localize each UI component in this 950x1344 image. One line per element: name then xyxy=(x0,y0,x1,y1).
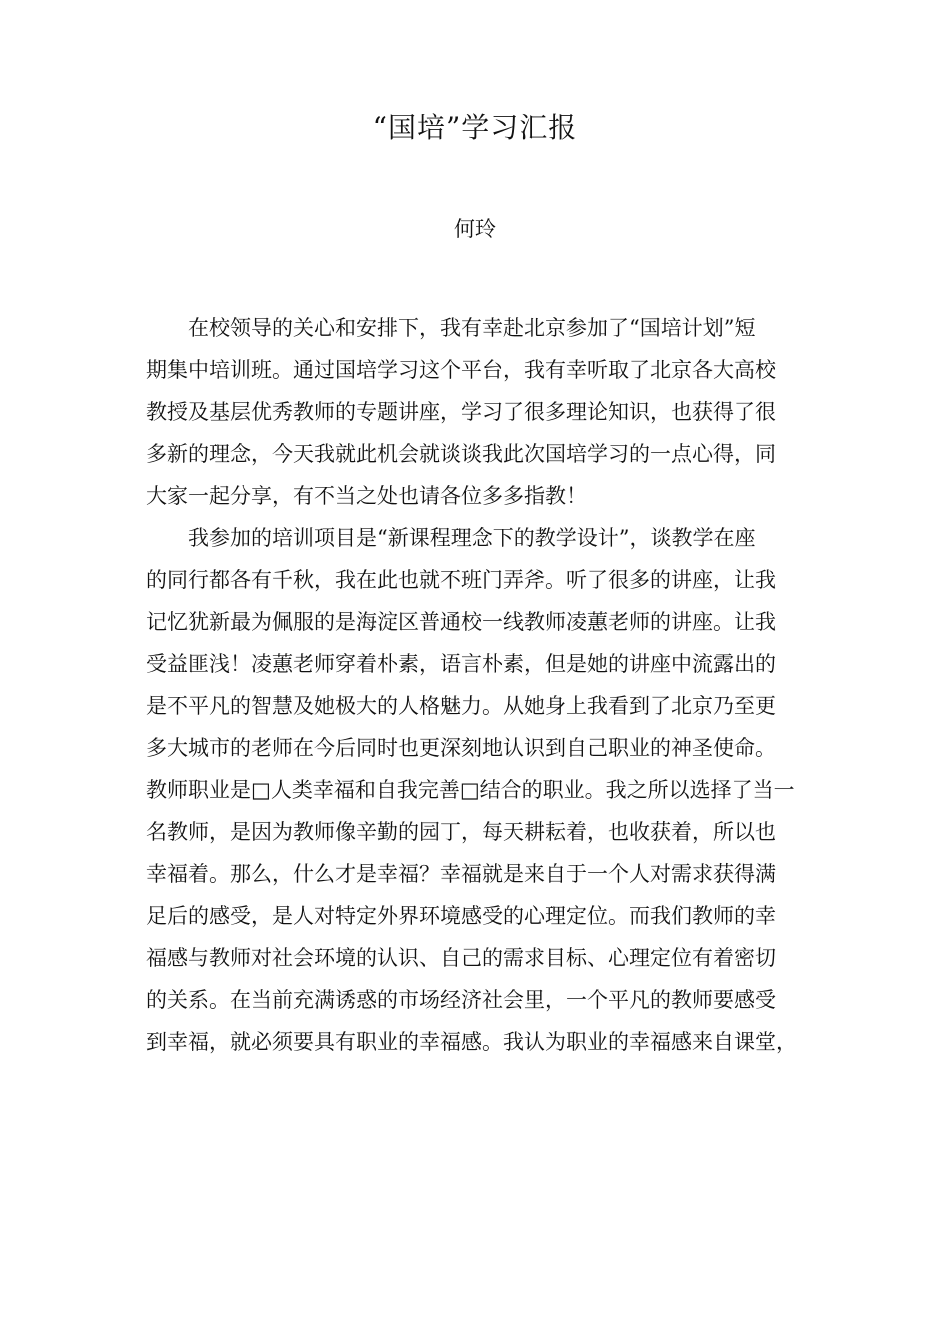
text-line: 名教师，是因为教师像辛勤的园丁，每天耕耘着，也收获着，所以也 xyxy=(146,820,776,844)
text-line: 大家一起分享，有不当之处也请各位多多指教！ xyxy=(146,484,587,508)
paragraph-1 xyxy=(146,307,810,517)
text-line: 记忆犹新最为佩服的是海淀区普通校一线教师凌蕙老师的讲座。让我 xyxy=(146,610,776,634)
text-line: 幸福着。那么，什么才是幸福？幸福就是来自于一个人对需求获得满 xyxy=(146,862,776,886)
text-line: 期集中培训班。通过国培学习这个平台，我有幸听取了北京各大高校 xyxy=(146,358,776,382)
text-line: 福感与教师对社会环境的认识、自己的需求目标、心理定位有着密切 xyxy=(146,946,776,970)
text-line: 教授及基层优秀教师的专题讲座，学习了很多理论知识，也获得了很 xyxy=(146,400,776,424)
document-body xyxy=(146,307,810,1063)
text-line: 到幸福，就必须要具有职业的幸福感。我认为职业的幸福感来自课堂， xyxy=(146,1030,797,1054)
text-line: 教师职业是□人类幸福和自我完善□结合的职业。我之所以选择了当一 xyxy=(146,778,795,802)
text-line: 的同行都各有千秋，我在此也就不班门弄斧。听了很多的讲座，让我 xyxy=(146,568,776,592)
paragraph-2 xyxy=(146,517,810,1063)
text-line: 是不平凡的智慧及她极大的人格魅力。从她身上我看到了北京乃至更 xyxy=(146,694,776,718)
document-title: “国培”学习汇报 xyxy=(372,111,578,144)
text-line: 足后的感受，是人对特定外界环境感受的心理定位。而我们教师的幸 xyxy=(146,904,776,928)
text-line: 多大城市的老师在今后同时也更深刻地认识到自己职业的神圣使命。 xyxy=(146,736,776,760)
document-author: 何玲 xyxy=(454,217,496,241)
text-line: 我参加的培训项目是“新课程理念下的教学设计”，谈教学在座 xyxy=(188,526,756,550)
text-line: 在校领导的关心和安排下，我有幸赴北京参加了“国培计划”短 xyxy=(188,316,756,340)
text-line: 受益匪浅！凌蕙老师穿着朴素，语言朴素，但是她的讲座中流露出的 xyxy=(146,652,776,676)
text-line: 的关系。在当前充满诱惑的市场经济社会里，一个平凡的教师要感受 xyxy=(146,988,776,1012)
text-line: 多新的理念，今天我就此机会就谈谈我此次国培学习的一点心得，同 xyxy=(146,442,776,466)
